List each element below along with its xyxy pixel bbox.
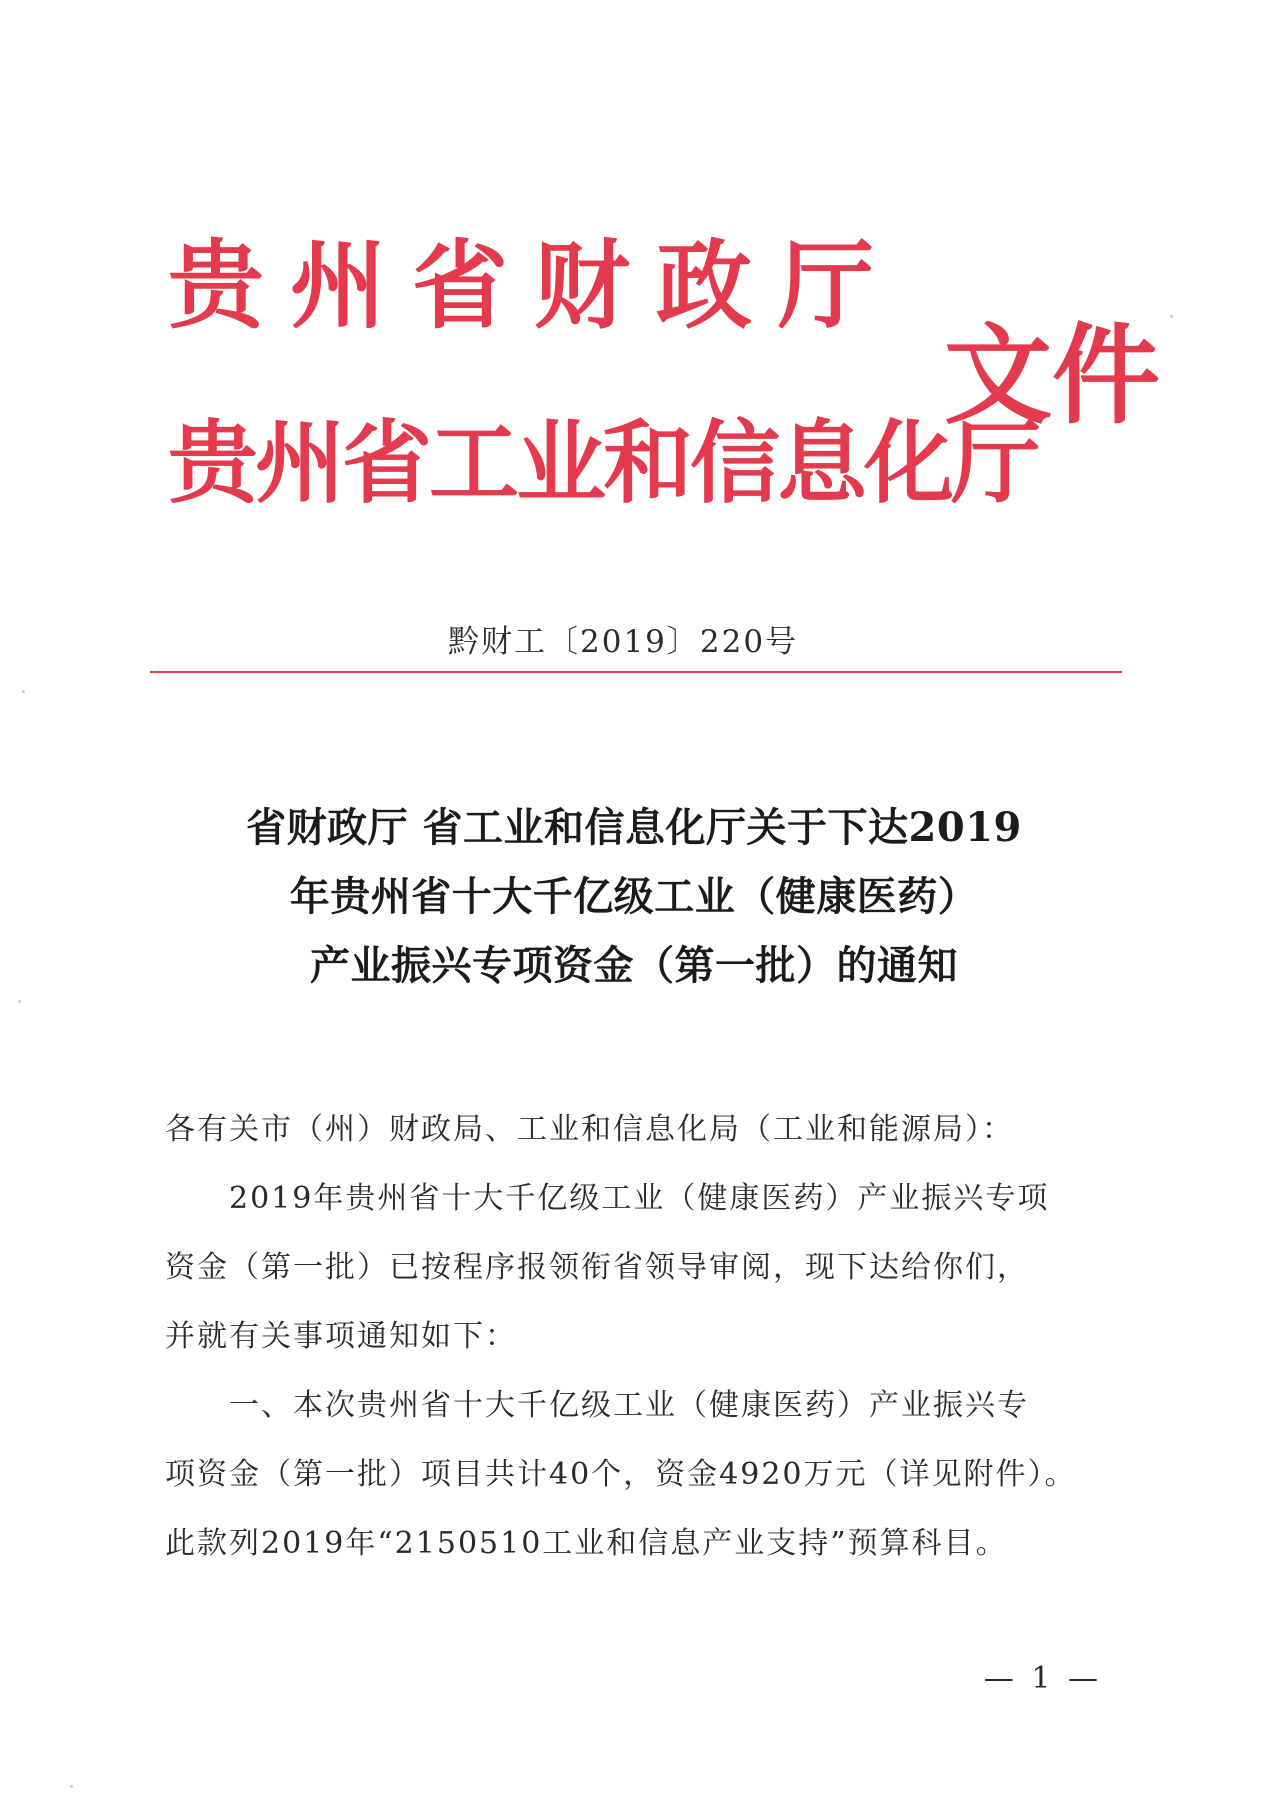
paragraph-1-line-3: 并就有关事项通知如下： [165, 1319, 517, 1354]
masthead-suffix: 文件 [944, 313, 1161, 439]
scan-speck [70, 1785, 73, 1788]
masthead-issuer-industry: 贵州省工业和信息化厅 [168, 410, 1038, 516]
paragraph-1-line-1: 2019年贵州省十大千亿级工业（健康医药）产业振兴专项 [229, 1181, 1050, 1216]
document-title [170, 793, 1098, 1000]
red-divider-rule [150, 671, 1122, 673]
title-line-3: 产业振兴专项资金（第一批）的通知 [310, 942, 958, 989]
document-number: 黔财工〔2019〕220号 [448, 624, 799, 660]
paragraph-2-line-2: 项资金（第一批）项目共计40个，资金4920万元（详见附件）。 [165, 1457, 1077, 1492]
scan-speck [1170, 315, 1173, 318]
paragraph-1-line-2: 资金（第一批）已按程序报领衔省领导审阅，现下达给你们， [165, 1250, 1029, 1285]
title-line-2: 年贵州省十大千亿级工业（健康医药） [289, 873, 979, 920]
addressee-line: 各有关市（州）财政局、工业和信息化局（工业和能源局）： [165, 1112, 1014, 1147]
paragraph-2-line-3: 此款列2019年“2150510工业和信息产业支持”预算科目。 [165, 1526, 1008, 1561]
document-body [165, 1095, 1100, 1578]
scan-speck [18, 1000, 21, 1003]
masthead-issuer-finance: 贵州省财政厅 [168, 229, 900, 342]
page-number: — 1 — [983, 1661, 1102, 1696]
title-line-1: 省财政厅 省工业和信息化厅关于下达2019 [246, 804, 1022, 851]
scan-speck [22, 690, 25, 693]
paragraph-2-line-1: 一、本次贵州省十大千亿级工业（健康医药）产业振兴专 [229, 1388, 1029, 1423]
